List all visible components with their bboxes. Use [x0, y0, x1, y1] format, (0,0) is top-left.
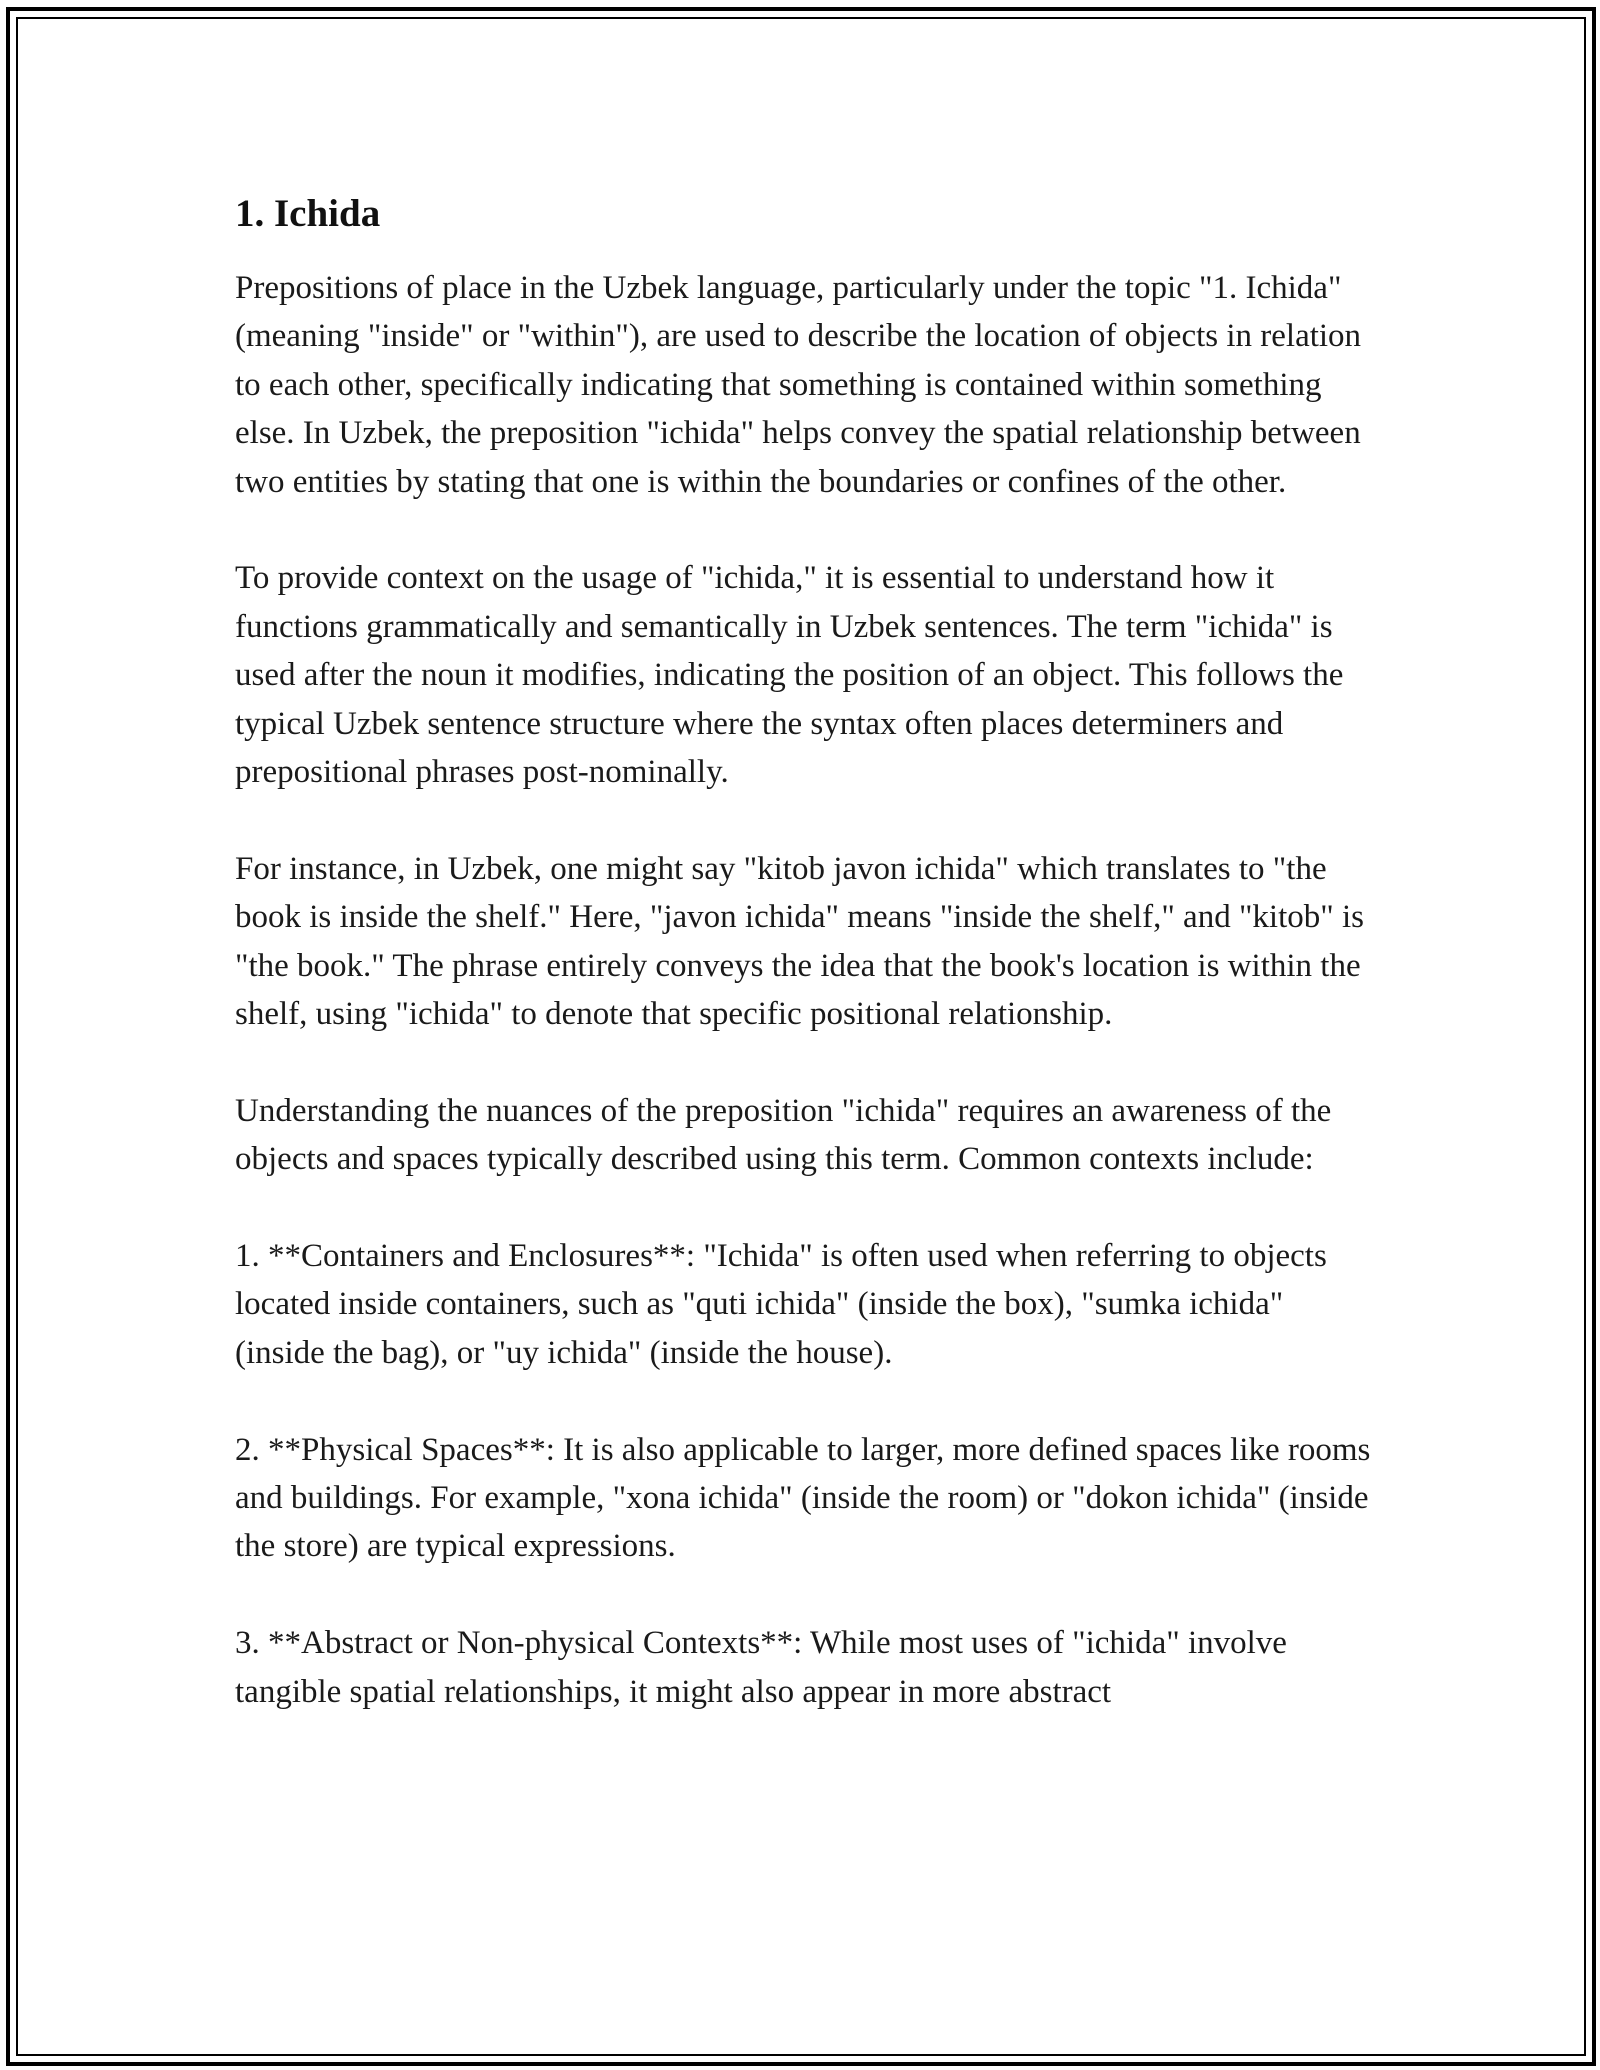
- paragraph-nuances: Understanding the nuances of the preposition "ichida" requires an awareness of the objects and spaces typically described using this term. Common contexts include:: [235, 1092, 1332, 1178]
- paragraph-example: For instance, in Uzbek, one might say "kitob javon ichida" which translates to "the book is inside the shelf." Here, "javon ichida" means "inside the shelf," and "kitob" is "the book." The phrase entirely conveys the idea that the book's location is within the shelf, using "ichida" to denote that specific positional relationship.: [235, 850, 1364, 1033]
- section-heading: 1. Ichida: [235, 192, 381, 235]
- document-body: [235, 185, 1375, 1764]
- list-item-physical-spaces: 2. **Physical Spaces**: It is also applicable to larger, more defined spaces like rooms and buildings. For example, "xona ichida" (inside the room) or "dokon ichida" (inside the store) are typical expressions.: [235, 1431, 1371, 1565]
- paragraph-context: To provide context on the usage of "ichida," it is essential to understand how it functions grammatically and semantically in Uzbek sentences. The term "ichida" is used after the noun it modifies, indicating the position of an object. This follows the typical Uzbek sentence structure where the syntax often places determiners and prepositional phrases post-nominally.: [235, 560, 1344, 791]
- paragraph-intro: Prepositions of place in the Uzbek language, particularly under the topic "1. Ichida" (meaning "inside" or "within"), are used to describe the location of objects in relation to each other, specifically indicating that something is contained within something else. In Uzbek, the preposition "ichida" helps convey the spatial relationship between two entities by stating that one is within the boundaries or confines of the other.: [235, 270, 1362, 500]
- list-item-abstract-contexts: 3. **Abstract or Non-physical Contexts**: While most uses of "ichida" involve tangible spatial relationships, it might also appear in more abstract: [235, 1625, 1287, 1710]
- list-item-containers: 1. **Containers and Enclosures**: "Ichida" is often used when referring to objects located inside containers, such as "quti ichida" (inside the box), "sumka ichida" (inside the bag), or "uy ichida" (inside the house).: [235, 1238, 1327, 1371]
